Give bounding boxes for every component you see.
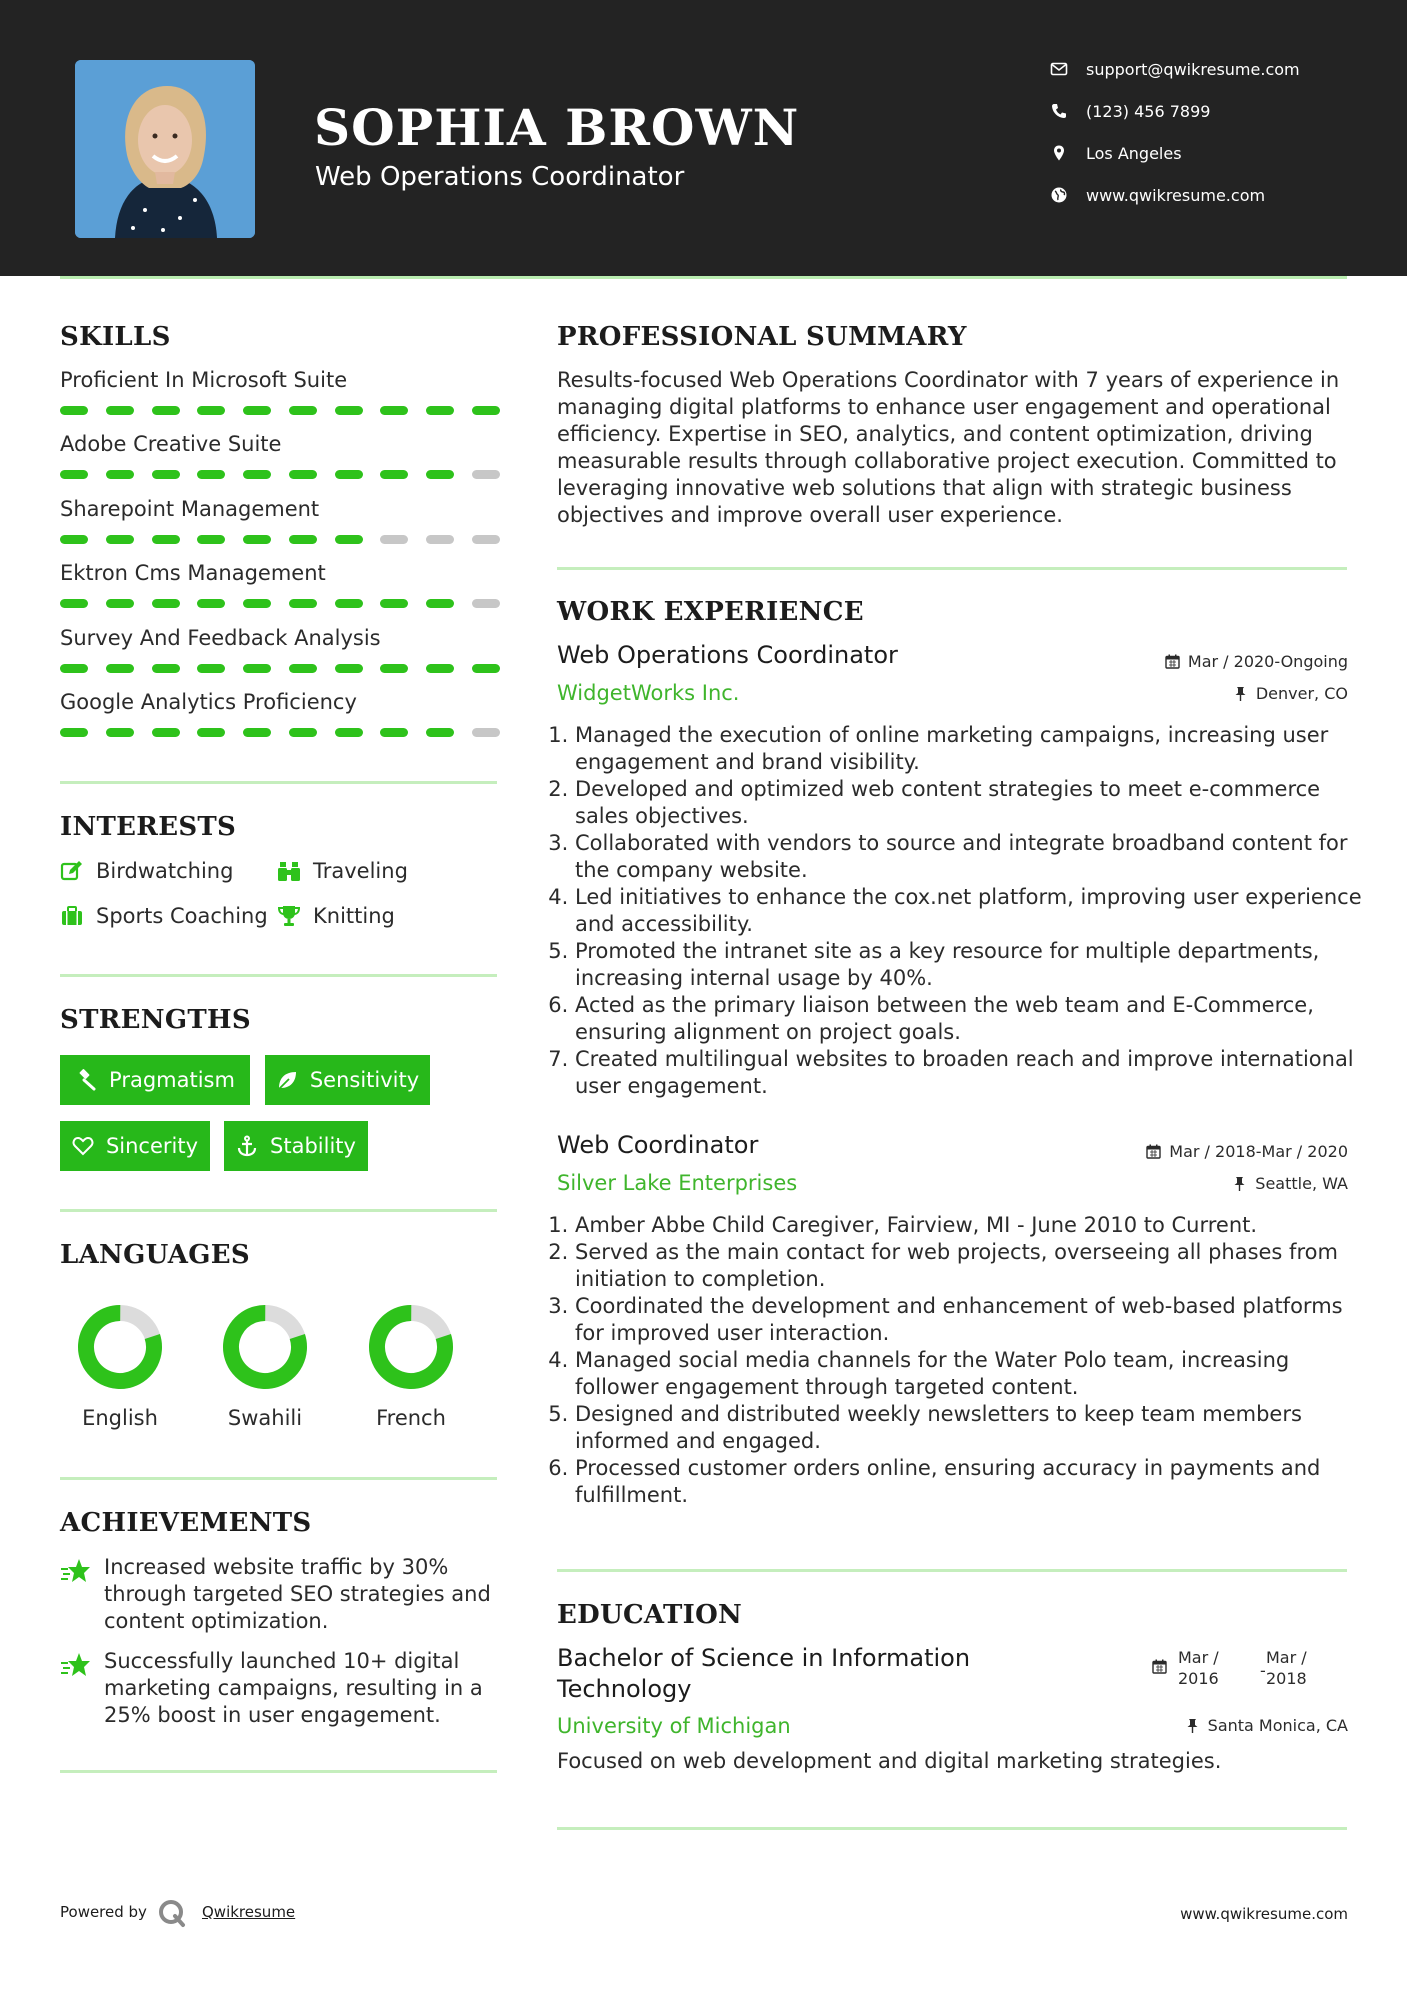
skill-level-segment-filled — [472, 664, 500, 673]
experience-heading: WORK EXPERIENCE — [557, 597, 864, 627]
summary-heading: PROFESSIONAL SUMMARY — [557, 322, 967, 352]
job-location-text: Denver, CO — [1255, 684, 1348, 703]
education-location — [1185, 1716, 1348, 1735]
star-icon — [60, 1651, 92, 1681]
skill-level-segment-filled — [426, 406, 454, 415]
footer-website[interactable]: www.qwikresume.com — [1180, 1905, 1348, 1923]
responsibility-item: 5. Designed and distributed weekly newsletters to keep team members informed and engaged. — [575, 1401, 1365, 1455]
responsibility-item: 3. Collaborated with vendors to source and integrate broadband content for the company website. — [575, 830, 1365, 884]
interest-traveling — [277, 855, 408, 887]
skill-level-segment-filled — [197, 535, 225, 544]
interest-birdwatching — [60, 855, 233, 887]
responsibility-item: 1. Managed the execution of online marketing campaigns, increasing user engagement and brand visibility. — [575, 722, 1365, 776]
star-icon — [60, 1557, 92, 1587]
skill-level-segment-filled — [197, 599, 225, 608]
achievements-heading: ACHIEVEMENTS — [60, 1508, 312, 1538]
skill-level-segment-filled — [197, 728, 225, 737]
skill-level-segment-filled — [380, 470, 408, 479]
contact-location-text: Los Angeles — [1086, 143, 1182, 163]
responsibility-item: 3. Coordinated the development and enhancement of web-based platforms for improved user interaction. — [575, 1293, 1365, 1347]
education-school: University of Michigan — [557, 1714, 791, 1738]
company-name: WidgetWorks Inc. — [557, 681, 740, 705]
education-description: Focused on web development and digital marketing strategies. — [557, 1749, 1222, 1773]
interest-knitting — [277, 900, 395, 932]
skill-level-segment-filled — [289, 664, 317, 673]
skill-level-segment-filled — [152, 406, 180, 415]
qwikresume-link[interactable]: Qwikresume — [202, 1903, 296, 1921]
contact-phone[interactable] — [1050, 96, 1380, 126]
language-gauge-fill — [368, 1304, 454, 1390]
skill-level-bar — [60, 664, 500, 674]
skill-level-segment-empty — [472, 535, 500, 544]
contact-website[interactable] — [1050, 180, 1380, 210]
strength-tag — [265, 1055, 430, 1105]
skill-level-segment-filled — [426, 470, 454, 479]
strength-label: Pragmatism — [109, 1068, 235, 1092]
edit-icon — [60, 859, 84, 883]
skill-level-bar — [60, 728, 500, 738]
job-title: Web Coordinator — [557, 1131, 759, 1159]
skill-level-segment-filled — [197, 470, 225, 479]
job-title: Web Operations Coordinator — [557, 641, 898, 669]
skill-level-segment-filled — [289, 470, 317, 479]
job-dates — [1146, 1142, 1348, 1161]
skill-level-segment-filled — [106, 535, 134, 544]
company-name: Silver Lake Enterprises — [557, 1171, 798, 1195]
language-gauge-fill — [77, 1304, 163, 1390]
skill-level-segment-empty — [426, 535, 454, 544]
language-name: English — [82, 1406, 158, 1430]
skill-level-bar — [60, 470, 500, 480]
calendar-icon — [1165, 654, 1180, 669]
section-divider — [557, 1569, 1347, 1572]
responsibility-item: 7. Created multilingual websites to broaden reach and improve international user engagement. — [575, 1046, 1365, 1100]
skill-level-bar — [60, 599, 500, 609]
language-gauge-fill — [222, 1304, 308, 1390]
skill-level-segment-empty — [472, 599, 500, 608]
languages-heading: LANGUAGES — [60, 1240, 250, 1270]
skill-level-segment-filled — [152, 535, 180, 544]
powered-by-label: Powered by — [60, 1903, 147, 1921]
education-degree: Bachelor of Science in Information Technology — [557, 1644, 971, 1703]
skill-level-segment-filled — [106, 728, 134, 737]
responsibility-item: 2. Served as the main contact for web projects, overseeing all phases from initiation to completion. — [575, 1239, 1365, 1293]
skill-level-segment-filled — [243, 599, 271, 608]
responsibility-item: 6. Acted as the primary liaison between the web team and E-Commerce, ensuring alignment on project goals. — [575, 992, 1365, 1046]
skill-level-segment-filled — [152, 599, 180, 608]
skill-level-segment-filled — [380, 728, 408, 737]
briefcase-icon — [60, 904, 84, 928]
responsibility-item: 2. Developed and optimized web content strategies to meet e-commerce sales objectives. — [575, 776, 1365, 830]
skill-level-segment-filled — [335, 664, 363, 673]
skill-level-segment-filled — [380, 599, 408, 608]
skill-level-segment-filled — [335, 599, 363, 608]
skill-level-segment-filled — [106, 599, 134, 608]
education-heading: EDUCATION — [557, 1600, 743, 1630]
job-location-text: Seattle, WA — [1255, 1174, 1348, 1193]
skill-level-segment-filled — [60, 535, 88, 544]
skill-level-segment-filled — [243, 728, 271, 737]
education-date-separator: - — [1260, 1661, 1266, 1680]
language-name: French — [376, 1406, 446, 1430]
candidate-name: SOPHIA BROWN — [314, 98, 800, 157]
skill-name: Survey And Feedback Analysis — [60, 625, 381, 650]
job-location — [1232, 1174, 1348, 1193]
interest-label: Knitting — [313, 904, 395, 928]
interest-sports-coaching — [60, 900, 268, 932]
skill-name: Ektron Cms Management — [60, 561, 326, 586]
strengths-heading: STRENGTHS — [60, 1005, 251, 1035]
education-dates — [1152, 1647, 1347, 1691]
section-divider — [557, 1827, 1347, 1830]
language-name: Swahili — [227, 1406, 303, 1430]
skill-level-bar — [60, 535, 500, 545]
contact-website-text: www.qwikresume.com — [1086, 185, 1266, 205]
skill-level-segment-filled — [60, 599, 88, 608]
responsibility-item: 6. Processed customer orders online, ensuring accuracy in payments and fulfillment. — [575, 1455, 1365, 1509]
strength-label: Sensitivity — [309, 1068, 420, 1092]
pin-icon — [1185, 1718, 1200, 1733]
achievement-item: Increased website traffic by 30% through targeted SEO strategies and content optimization. — [104, 1555, 491, 1633]
responsibility-item: 5. Promoted the intranet site as a key resource for multiple departments, increasing internal usage by 40%. — [575, 938, 1365, 992]
contact-email[interactable] — [1050, 54, 1380, 84]
strength-tag — [224, 1121, 368, 1171]
anchor-icon — [236, 1135, 258, 1157]
envelope-icon — [1050, 60, 1068, 78]
skill-level-segment-filled — [106, 406, 134, 415]
skill-level-segment-filled — [197, 664, 225, 673]
section-divider — [60, 1770, 497, 1773]
interest-label: Sports Coaching — [96, 904, 268, 928]
skill-name: Proficient In Microsoft Suite — [60, 368, 348, 392]
skill-level-segment-filled — [289, 599, 317, 608]
achievement-item: Successfully launched 10+ digital marketing campaigns, resulting in a 25% boost in user engagement. — [104, 1649, 483, 1727]
section-divider — [60, 1477, 497, 1480]
interests-heading: INTERESTS — [60, 812, 237, 842]
skill-level-segment-filled — [106, 664, 134, 673]
skill-level-segment-filled — [289, 406, 317, 415]
skill-level-segment-filled — [335, 406, 363, 415]
education-start-date: Mar / 2016 — [1178, 1648, 1219, 1688]
skill-level-segment-filled — [426, 728, 454, 737]
contact-phone-text: (123) 456 7899 — [1086, 101, 1211, 121]
map-marker-icon — [1050, 144, 1068, 162]
interest-label: Traveling — [313, 859, 408, 883]
skill-level-segment-filled — [60, 664, 88, 673]
responsibility-item: 4. Led initiatives to enhance the cox.net platform, improving user experience and accessibility. — [575, 884, 1365, 938]
skill-level-segment-filled — [243, 535, 271, 544]
skill-level-segment-filled — [106, 470, 134, 479]
language-level-gauge — [220, 1302, 310, 1392]
header-divider — [60, 276, 1347, 279]
language-level-gauge — [75, 1302, 165, 1392]
skill-level-segment-filled — [243, 470, 271, 479]
skill-level-segment-filled — [152, 470, 180, 479]
calendar-icon — [1152, 1659, 1167, 1674]
skill-name: Google Analytics Proficiency — [60, 690, 357, 714]
contact-email-text: support@qwikresume.com — [1086, 59, 1300, 79]
skill-level-segment-filled — [289, 728, 317, 737]
trophy-icon — [277, 904, 301, 928]
skill-level-segment-filled — [335, 728, 363, 737]
skill-level-segment-filled — [335, 535, 363, 544]
skill-level-segment-filled — [380, 406, 408, 415]
strength-tag — [60, 1055, 250, 1105]
interest-label: Birdwatching — [96, 859, 234, 883]
education-end-date: Mar / 2018 — [1266, 1648, 1307, 1688]
responsibility-item: 4. Managed social media channels for the Water Polo team, increasing follower engagement through targeted content. — [575, 1347, 1365, 1401]
strength-label: Sincerity — [105, 1134, 199, 1158]
skill-level-segment-filled — [380, 664, 408, 673]
section-divider — [60, 1209, 497, 1212]
skill-level-segment-filled — [152, 664, 180, 673]
skill-level-segment-filled — [60, 470, 88, 479]
skill-level-segment-empty — [472, 470, 500, 479]
skill-level-segment-filled — [426, 599, 454, 608]
qwikresume-logo-icon — [157, 1898, 187, 1928]
skill-level-segment-filled — [243, 664, 271, 673]
skill-level-segment-filled — [243, 406, 271, 415]
globe-icon — [1050, 186, 1068, 204]
job-responsibilities — [557, 1212, 1365, 1509]
job-dates-text: Mar / 2020-Ongoing — [1187, 652, 1348, 671]
heart-icon — [72, 1135, 94, 1157]
section-divider — [557, 567, 1347, 570]
calendar-icon — [1146, 1144, 1161, 1159]
job-dates — [1165, 652, 1348, 671]
skill-level-segment-empty — [472, 728, 500, 737]
job-dates-text: Mar / 2018-Mar / 2020 — [1169, 1142, 1348, 1161]
skill-level-segment-filled — [472, 406, 500, 415]
language-level-gauge — [366, 1302, 456, 1392]
job-location — [1233, 684, 1348, 703]
binoculars-icon — [277, 859, 301, 883]
skill-level-segment-filled — [335, 470, 363, 479]
section-divider — [60, 781, 497, 784]
leaf-icon — [276, 1069, 298, 1091]
education-location-text: Santa Monica, CA — [1207, 1716, 1348, 1735]
skill-level-segment-filled — [197, 406, 225, 415]
strength-tag — [60, 1121, 210, 1171]
skill-level-segment-filled — [60, 728, 88, 737]
job-responsibilities — [557, 722, 1365, 1100]
skills-heading: SKILLS — [60, 322, 171, 352]
skill-level-bar — [60, 406, 500, 416]
phone-icon — [1050, 102, 1068, 120]
pin-icon — [1233, 686, 1248, 701]
skill-level-segment-empty — [380, 535, 408, 544]
skill-name: Adobe Creative Suite — [60, 432, 282, 457]
skill-level-segment-filled — [152, 728, 180, 737]
skill-level-segment-filled — [426, 664, 454, 673]
contact-location — [1050, 138, 1380, 168]
candidate-title: Web Operations Coordinator — [315, 162, 685, 192]
skill-level-segment-filled — [289, 535, 317, 544]
summary-text: Results-focused Web Operations Coordinator with 7 years of experience in managing digital platforms to enhance user engagement and operational efficiency. Expertise in SEO, analytics, and content optimization, driving measurable results through collaborative project execution. Committed to leveraging innovative web solutions that align with strategic business objectives and improve overall user experience. — [557, 368, 1340, 527]
pin-icon — [1232, 1176, 1247, 1191]
skill-level-segment-filled — [60, 406, 88, 415]
responsibility-item: 1. Amber Abbe Child Caregiver, Fairview, MI - June 2010 to Current. — [575, 1212, 1365, 1239]
profile-photo — [75, 60, 255, 238]
section-divider — [60, 974, 497, 977]
skill-name: Sharepoint Management — [60, 496, 320, 521]
gavel-icon — [75, 1069, 97, 1091]
strength-label: Stability — [270, 1134, 356, 1158]
